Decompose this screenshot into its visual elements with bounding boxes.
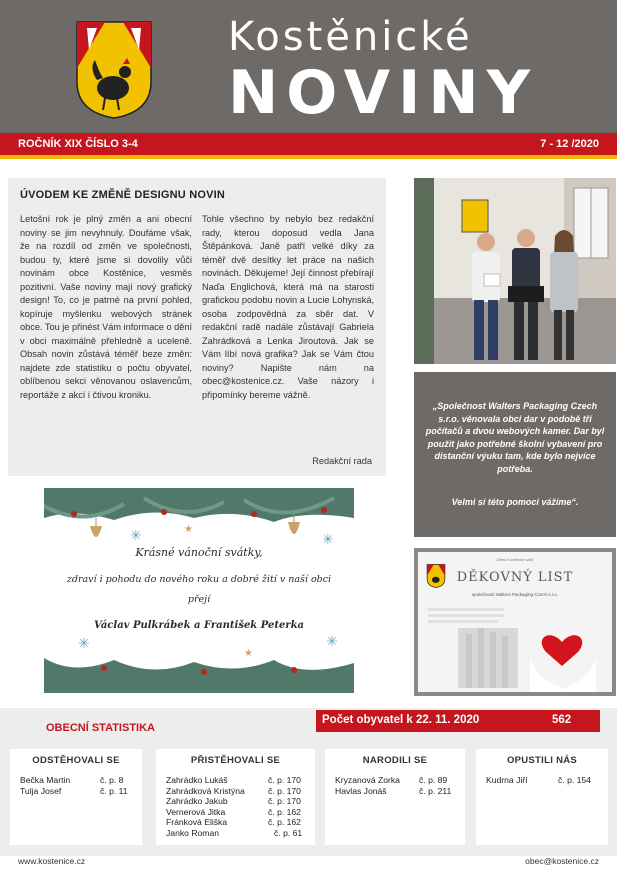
stat-box-deceased [476, 749, 608, 845]
stat-row [166, 796, 309, 807]
stat-row [166, 828, 309, 839]
christmas-decoration [44, 488, 354, 693]
donation-quote-text: „Společnost Walters Packaging Czech s.r.o. věnovala obci dar v podobě tří počítačů a dvou webových kamer. Dar byl použit jako potřebné školní vybavení pro distanční výuku tam, kde bylo nejvíce potřeba. [425, 401, 605, 474]
svg-text:✳: ✳ [322, 531, 334, 547]
house-number: č. p. 154 [558, 775, 591, 785]
article-column-1: Letošní rok je plný změn a ani obecní noviny se jim nevyhnuly. Doufáme však, že na rozdíl od změn ve společnosti, budou ty, které jsme si dovolily vůči novinám obce Kostěnice, vesměs pozitivní. Vaše noviny mají nový grafický design! To, co je patrné na první pohled, kopíruje myšlenku webových stránek obce. Tou je přinést Vám informace o dění v obci maximálně přehledně a uceleně. Obsah novin zůstává téměř beze změn: najdete zde statistiku o počtu obyvatel, oblíbenou sekci věnovanou oslavencům, reportáže z akcí i čtivou kroniku. [20, 214, 192, 400]
stat-row [166, 817, 309, 828]
greeting-line-2: zdraví i pohodu do nového roku a dobré žití v naší obci [66, 574, 332, 585]
masthead [0, 0, 617, 133]
stat-box-heading: NARODILI SE [362, 755, 428, 766]
house-number: č. p. 170 [268, 785, 301, 796]
footer-website: www.kostenice.cz [18, 856, 86, 866]
house-number: č. p. 162 [268, 806, 301, 817]
house-number: č. p. 170 [268, 775, 301, 785]
house-number: č. p. 89 [419, 775, 448, 785]
svg-text:★: ★ [184, 524, 193, 535]
svg-text:✳: ✳ [130, 527, 142, 543]
population-bar [316, 710, 600, 732]
resident-name: Zahrádková Kristýna [166, 785, 245, 796]
resident-name: Kudrna Jiří [486, 775, 528, 785]
house-number: č. p. 162 [268, 817, 301, 827]
thank-you-certificate [418, 552, 612, 692]
greeting-signatures: Václav Pulkrábek a František Peterka [93, 620, 304, 631]
stat-box-heading: PŘISTĚHOVALI SE [190, 755, 281, 766]
house-number: č. p. 8 [100, 775, 124, 785]
resident-name: Zahrádko Lukáš [166, 775, 228, 785]
greeting-line-1: Krásné vánoční svátky, [135, 546, 263, 559]
issue-date: 7 - 12 /2020 [540, 138, 599, 150]
resident-name: Kryzanová Zorka [335, 775, 400, 785]
stat-box-heading: ODSTĚHOVALI SE [32, 755, 120, 766]
greeting-line-3: přejí [187, 594, 211, 605]
donation-quote-thanks: Velmi si této pomoci vážíme“. [451, 497, 579, 507]
stat-row [335, 786, 459, 797]
certificate-artwork [418, 598, 612, 692]
house-number: č. p. 211 [419, 785, 452, 796]
population-value: 562 [552, 714, 572, 726]
resident-name: Bečka Martin [20, 775, 71, 785]
stat-box-moved-in [156, 749, 315, 845]
resident-name: Vernerová Jitka [166, 806, 226, 817]
stat-box-born [325, 749, 465, 845]
population-label: Počet obyvatel k 22. 11. 2020 [322, 714, 480, 726]
donation-photo [414, 178, 616, 364]
article-column-2: Tohle všechno by nebylo bez redakční rady, kterou doposud vedla Jana Štěpánková. Janě patří velké díky za téměř dvě desítky let práce na našich novinách. Děkujeme! Její činnost přebírají Naďa Englichová, která má na starosti grafickou podobu novin a Lucie Lohynská, osoba zodpovědná za sběr dat. V redakční radě nadále zůstávají Gabriela Zahrádková a Lenka Jiroutová. Jak se Vám líbí nová grafika? Jak se Vám čtou noviny? Napište nám na obec@kostenice.cz. Vaše názory i připomínky bereme vážně. [202, 214, 374, 400]
photo-image [414, 178, 616, 364]
stat-box-heading: OPUSTILI NÁS [506, 755, 578, 766]
house-number: č. p. 61 [274, 827, 303, 838]
house-number: č. p. 11 [100, 785, 128, 796]
certificate-header: Obec Kostěnice udílí [496, 557, 534, 562]
stat-row [20, 786, 136, 797]
newspaper-title-top: Kostěnické [228, 14, 473, 60]
stat-row [166, 775, 309, 786]
editorial-article [8, 178, 386, 476]
resident-name: Janko Roman [166, 827, 220, 838]
stat-row [166, 786, 309, 797]
resident-name: Zahrádko Jakub [166, 796, 228, 806]
footer-email: obec@kostenice.cz [525, 856, 599, 866]
stat-row [166, 807, 309, 818]
newspaper-title-main: NOVINY [228, 58, 539, 128]
resident-name: Havlas Jonáš [335, 785, 387, 796]
article-heading: ÚVODEM KE ZMĚNĚ DESIGNU NOVIN [20, 189, 226, 201]
stat-row [20, 775, 136, 786]
coat-of-arms-icon [75, 20, 153, 120]
article-signature: Redakční rada [312, 456, 372, 466]
house-number: č. p. 170 [268, 796, 301, 806]
issue-bar [0, 133, 617, 155]
stat-row [486, 775, 602, 786]
svg-text:✳: ✳ [326, 633, 338, 649]
certificate-recipient: společnosti Walters Packaging Czech s.r.o. [471, 592, 559, 597]
stat-box-moved-out [10, 749, 142, 845]
resident-name: Fránková Eliška [166, 817, 228, 827]
thank-you-certificate-frame [414, 548, 616, 696]
accent-stripe [0, 155, 617, 159]
stat-row [335, 775, 459, 786]
svg-text:✳: ✳ [78, 635, 90, 651]
christmas-greeting-card [44, 488, 354, 693]
resident-name: Tulja Josef [20, 785, 62, 796]
issue-number: ROČNÍK XIX ČÍSLO 3-4 [18, 138, 138, 150]
certificate-title: DĚKOVNÝ LIST [456, 570, 574, 585]
statistics-title: OBECNÍ STATISTIKA [46, 722, 155, 734]
donation-quote-box [414, 372, 616, 537]
svg-text:★: ★ [244, 648, 253, 659]
